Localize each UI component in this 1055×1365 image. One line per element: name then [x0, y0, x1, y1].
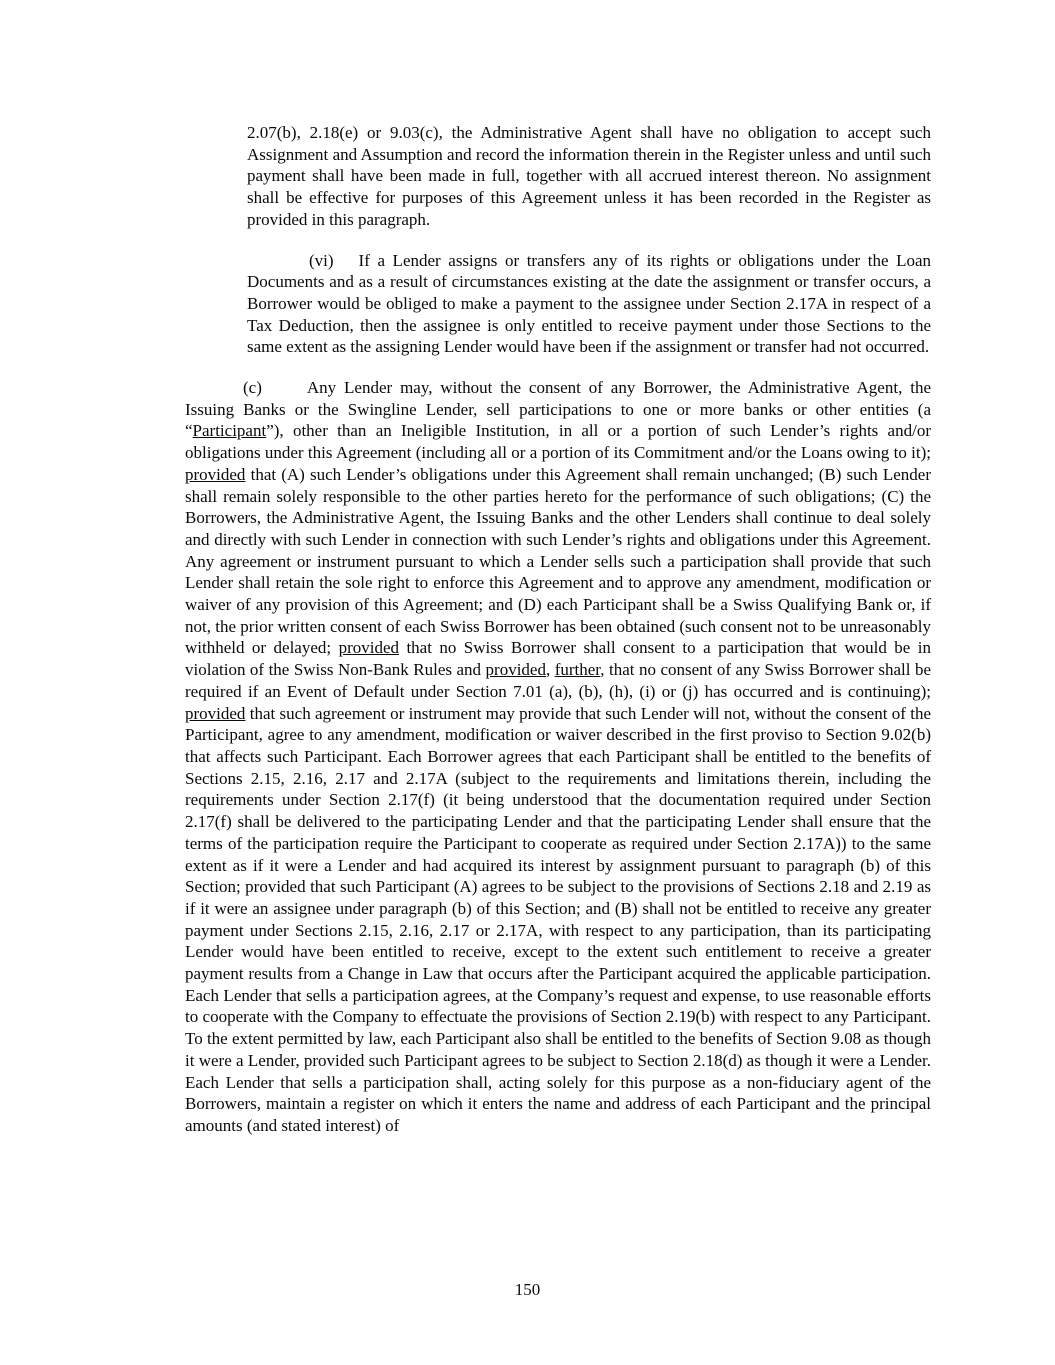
text-segment: 2.07(b), 2.18(e) or 9.03(c), the Administrative Agent shall have no obligation to accept such Assignment and Assumption and record the information therein in the Register unless and until such payment shall have been made in full, together with all accrued interest thereon. No assignment shall be effective for purposes of this Agreement unless it has been recorded in the Register as provided in this paragraph. [247, 123, 931, 229]
document-body [185, 122, 931, 1137]
underlined-term: provided [338, 638, 399, 658]
text-segment: that such agreement or instrument may provide that such Lender will not, without the consent of the Participant, agree to any amendment, modification or waiver described in the first proviso to Section 9.02(b) that affects such Participant. Each Borrower agrees that each Participant shall be entitled to the benefits of Sections 2.15, 2.16, 2.17 and 2.17A (subject to the requirements and limitations therein, including the requirements under Section 2.17(f) (it being understood that the documentation required under Section 2.17(f) shall be delivered to the participating Lender and that the participating Lender shall ensure that the terms of the participation require the Participant to cooperate as required under Section 2.17A)) to the same extent as if it were a Lender and had acquired its interest by assignment pursuant to paragraph (b) of this Section; provided that such Participant (A) agrees to be subject to the provisions of Sections 2.18 and 2.19 as if it were an assignee under paragraph (b) of this Section; and (B) shall not be entitled to receive any greater payment under Sections 2.15, 2.16, 2.17 or 2.17A, with respect to any participation, than its participating Lender would have been entitled to receive, except to the extent such entitlement to receive a greater payment results from a Change in Law that occurs after the Participant acquired the applicable participation. Each Lender that sells a participation agrees, at the Company’s request and expense, to use reasonable efforts to cooperate with the Company to effectuate the provisions of Section 2.19(b) with respect to any Participant. To the extent permitted by law, each Participant also shall be entitled to the benefits of Section 9.08 as though it were a Lender, provided such Participant agrees to be subject to Section 2.18(d) as though it were a Lender. Each Lender that sells a participation shall, acting solely for this purpose as a non-fiduciary agent of the Borrowers, maintain a register on which it enters the name and address of each Participant and the principal amounts (and stated interest) of [185, 703, 931, 1135]
text-segment: that (A) such Lender’s obligations under this Agreement shall remain unchanged; (B) such Lender shall remain solely responsible to the other parties hereto for the performance of such obligations; (C) the Borrowers, the Administrative Agent, the Issuing Banks and the other Lenders shall continue to deal solely and directly with such Lender in connection with such Lender’s rights and obligations under this Agreement. Any agreement or instrument pursuant to which a Lender sells such a participation shall provide that such Lender shall retain the sole right to enforce this Agreement and to approve any amendment, modification or waiver of any provision of this Agreement; and (D) each Participant shall be a Swiss Qualifying Bank or, if not, the prior written consent of each Swiss Borrower has been obtained (such consent not to be unreasonably withheld or delayed; [185, 464, 931, 658]
paragraph-text [185, 378, 931, 1135]
underlined-term: provided [485, 660, 546, 680]
text-segment: If a Lender assigns or transfers any of its rights or obligations under the Loan Documents and as a result of circumstances existing at the date the assignment or transfer occurs, a Borrower would be obliged to make a payment to the assignee under Section 2.17A in respect of a Tax Deduction, then the assignee is only entitled to receive payment under those Sections to the same extent as the assigning Lender would have been if the assignment or transfer had not occurred. [247, 250, 931, 357]
text-segment: , [545, 660, 555, 680]
page-number: 150 [514, 1280, 541, 1299]
paragraph-text [247, 251, 931, 357]
text-segment: ”), other than an Ineligible Institution, in all or a portion of such Lender’s rights and/or obligations under this Agreement (including all or a portion of its Commitment and/or the Loans owing to it); [185, 421, 931, 463]
underlined-term: Participant [192, 421, 267, 441]
paragraph-clause-vi [247, 250, 931, 359]
underlined-term: provided [185, 703, 246, 723]
paragraph-continuation [247, 122, 931, 231]
clause-label-vi: (vi) [309, 250, 334, 270]
text-segment: that no Swiss Borrower shall consent to a participation that would be in violation of the Swiss Non-Bank Rules and [185, 638, 931, 680]
paragraph-clause-c [185, 377, 931, 1137]
paragraph-text [247, 123, 931, 229]
clause-label-c: (c) [243, 378, 262, 398]
text-segment: Any Lender may, without the consent of any Borrower, the Administrative Agent, the Issuing Banks or the Swingline Lender, sell participations to one or more banks or other entities (a “ [185, 378, 931, 441]
underlined-term: provided [185, 464, 246, 484]
underlined-term: further [554, 660, 601, 680]
text-segment: , that no consent of any Swiss Borrower shall be required if an Event of Default under Section 7.01 (a), (b), (h), (i) or (j) has occurred and is continuing); [185, 660, 931, 701]
